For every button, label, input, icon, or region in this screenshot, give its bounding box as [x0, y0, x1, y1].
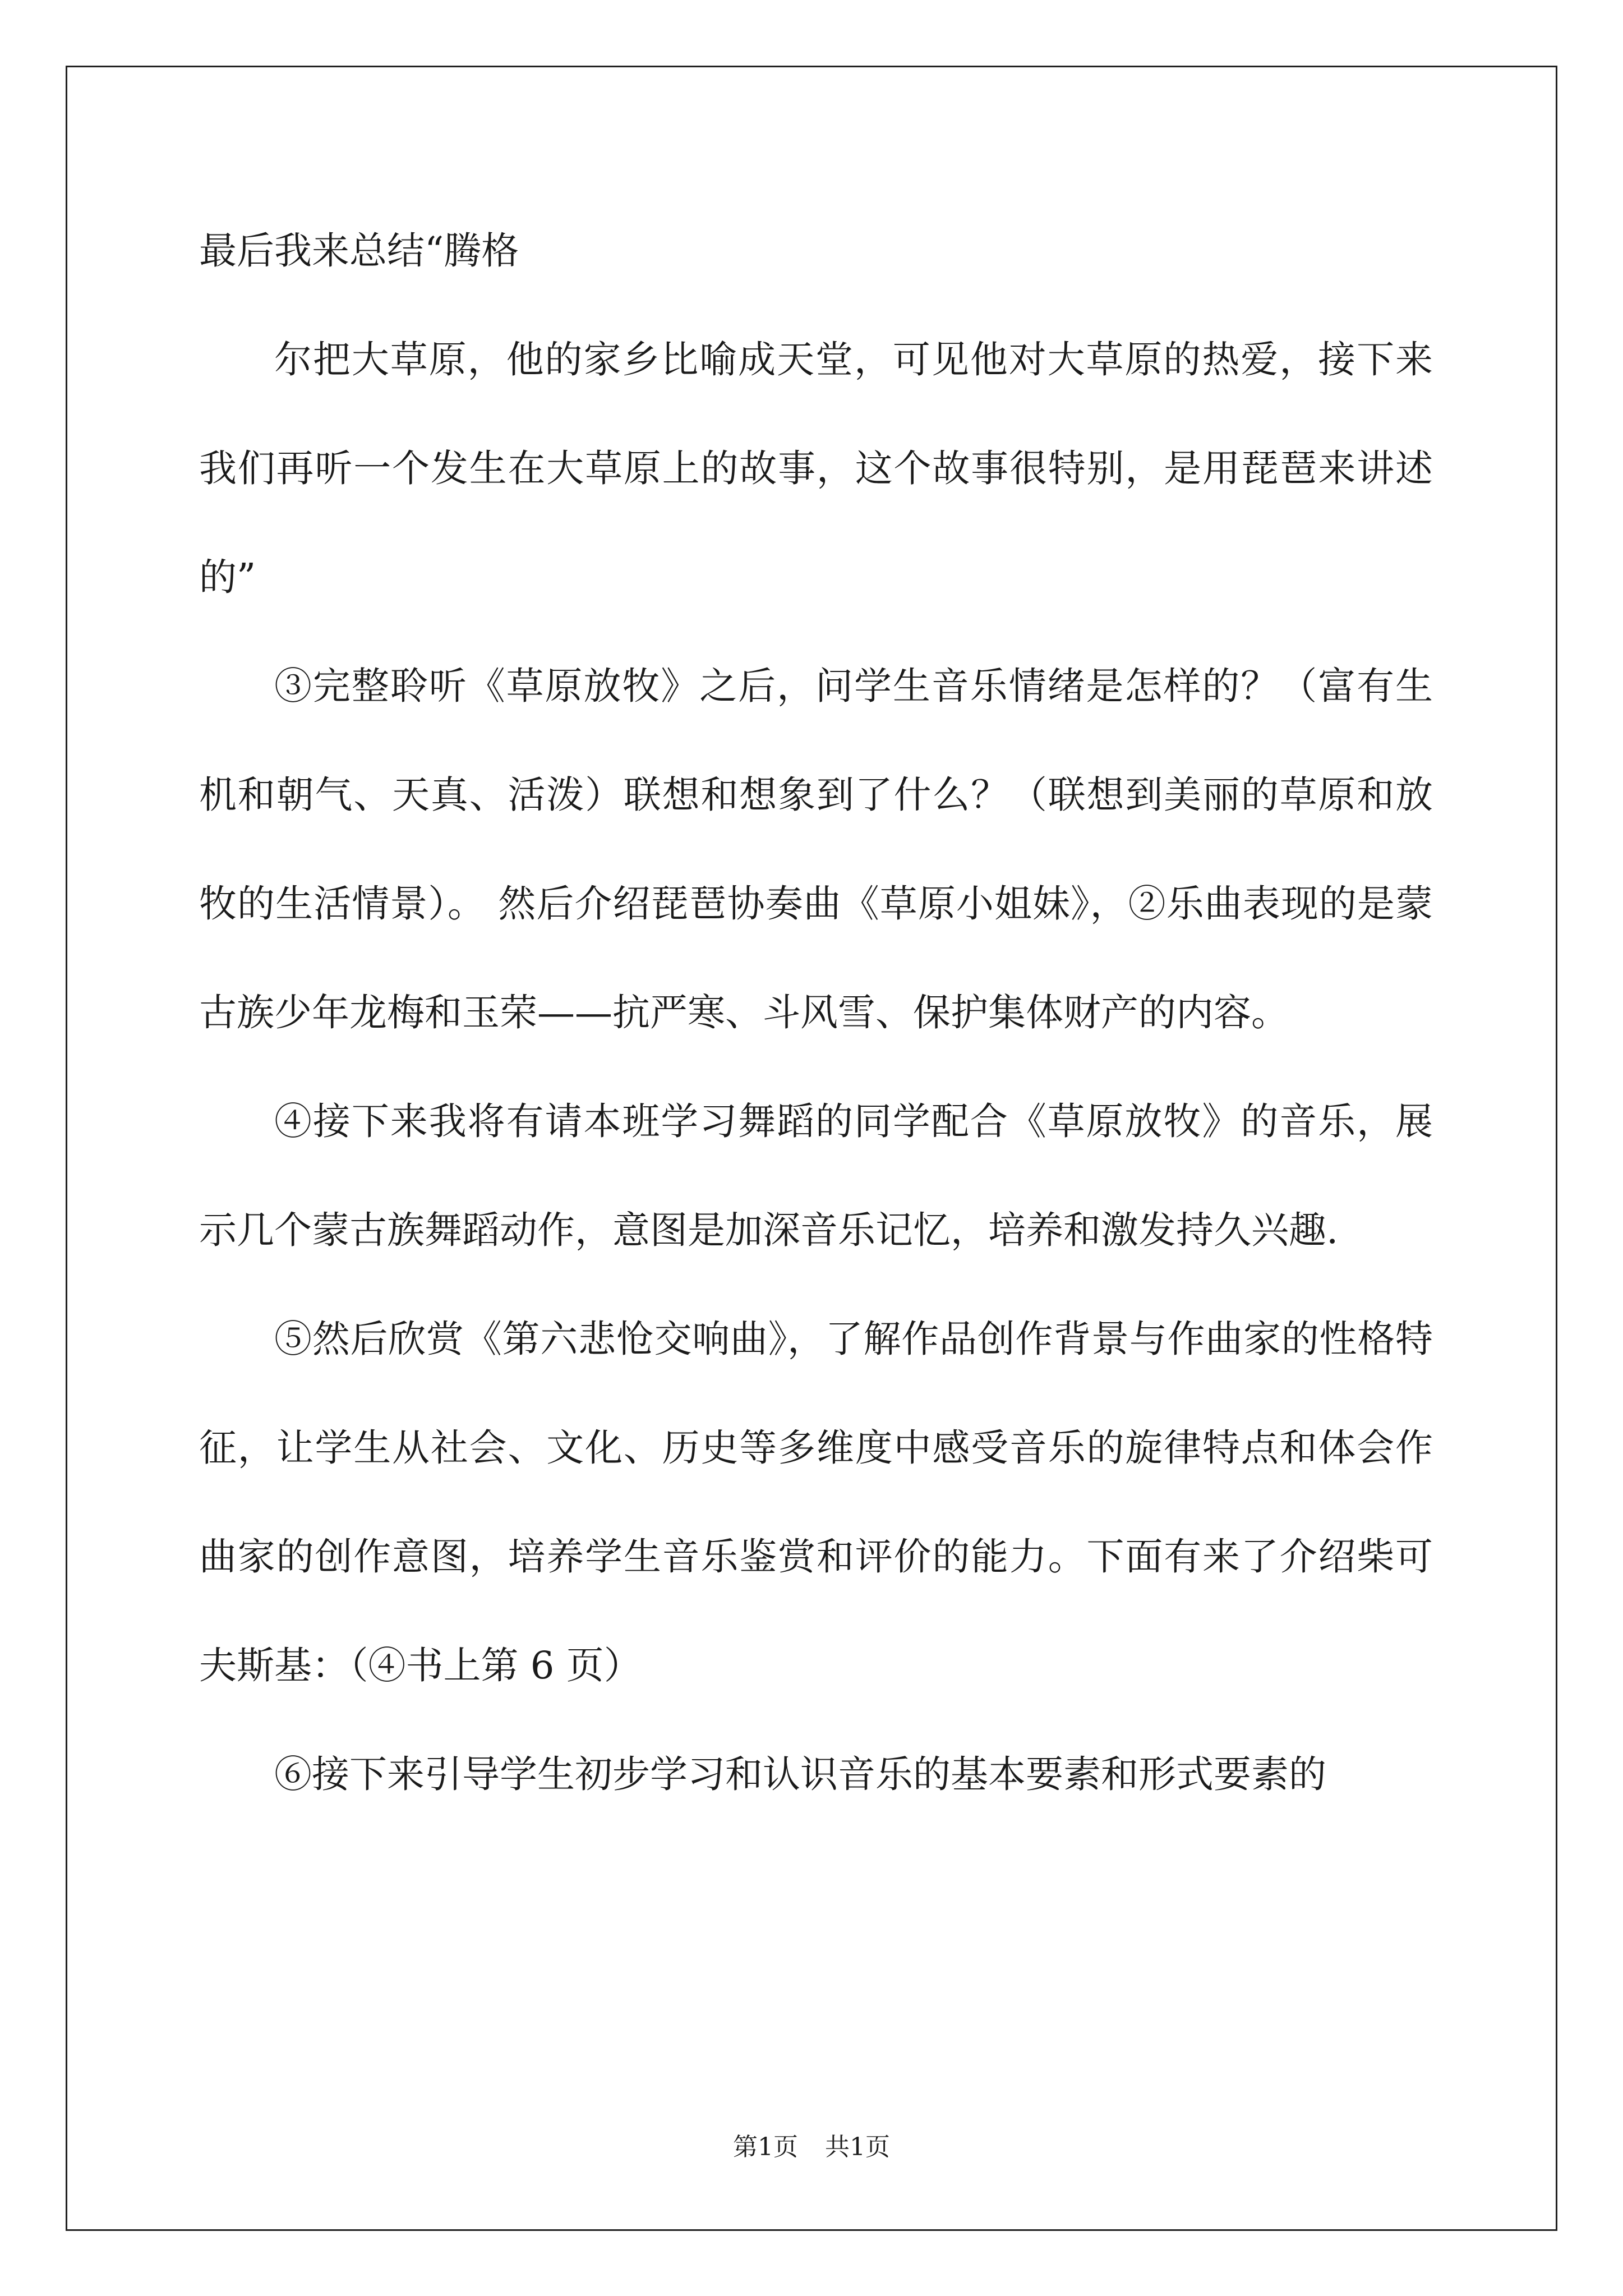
paragraph-step-4: ④接下来我将有请本班学习舞蹈的同学配合《草原放牧》的音乐，展示几个蒙古族舞蹈动作，意图是加深音乐记忆，培养和激发持久兴趣. [199, 1099, 1433, 1252]
paragraph-grassland-story: 尔把大草原，他的家乡比喻成天堂，可见他对大草原的热爱，接下来我们再听一个发生在大草原上的故事，这个故事很特别，是用琵琶来讲述的” [199, 338, 1433, 599]
total-pages: 共1页 [825, 2133, 890, 2161]
paragraph-summary-start: 最后我来总结“腾格 [199, 229, 519, 273]
paragraph-step-3: ③完整聆听《草原放牧》之后，问学生音乐情绪是怎样的？（富有生机和朝气、天真、活泼）联想和想象到了什么？（联想到美丽的草原和放牧的生活情景）。 然后介绍琵琶协奏曲《草原小姐妹》，②乐曲表现的是蒙古族少年龙梅和玉荣——抗严寒、斗风雪、保护集体财产的内容。 [199, 664, 1433, 1034]
document-body [199, 196, 1433, 1829]
page-number: 第1页 [733, 2133, 798, 2161]
paragraph-step-6: ⑥接下来引导学生初步学习和认识音乐的基本要素和形式要素的 [274, 1752, 1326, 1796]
paragraph-step-5: ⑤然后欣赏《第六悲怆交响曲》，了解作品创作背景与作曲家的性格特征，让学生从社会、文化、历史等多维度中感受音乐的旋律特点和体会作曲家的创作意图，培养学生音乐鉴赏和评价的能力。下面有来了介绍柴可夫斯基：（④书上第 6 页） [199, 1317, 1433, 1687]
page-footer [0, 2131, 1623, 2164]
